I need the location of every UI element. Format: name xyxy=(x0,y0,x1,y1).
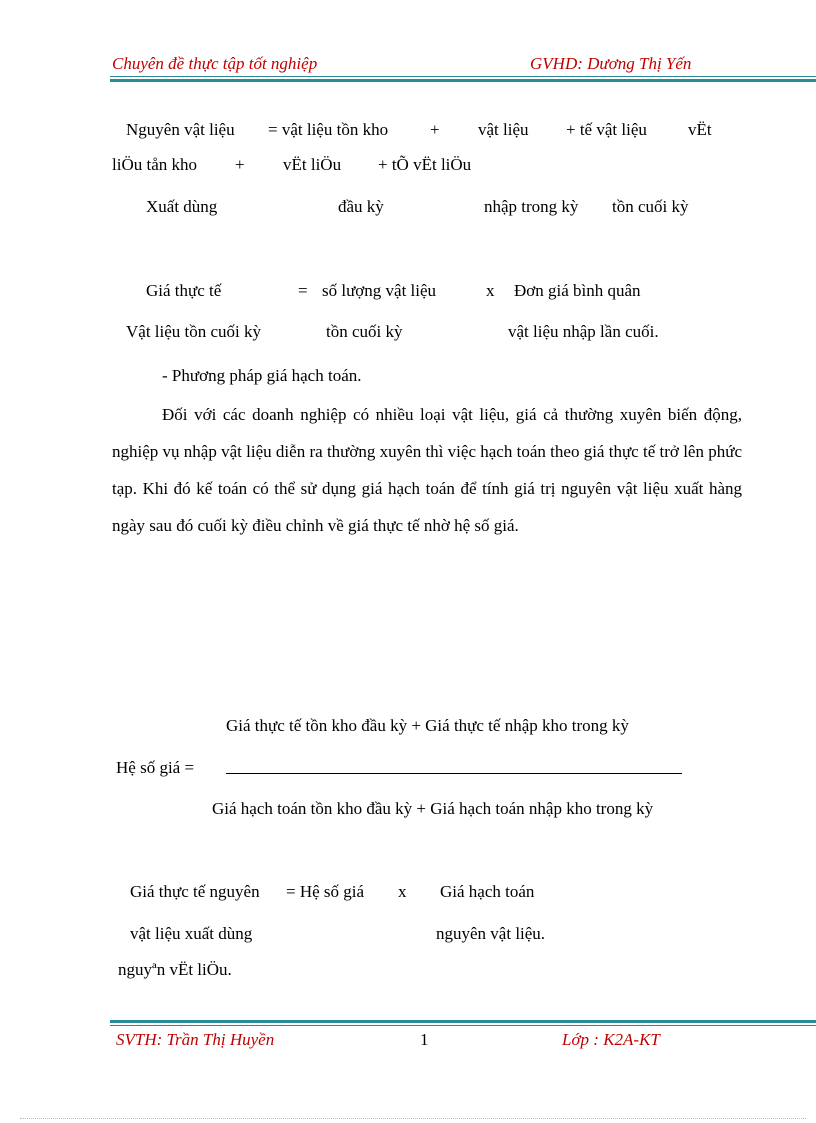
f2-l2-a: Vật liệu tồn cuối kỳ xyxy=(126,322,262,341)
footer-right: Lớp : K2A-KT xyxy=(562,1030,660,1049)
coef-denominator: Giá hạch toán tồn kho đầu kỳ + Giá hạch toán nhập kho trong kỳ xyxy=(212,799,654,818)
coef-numerator: Giá thực tế tồn kho đầu kỳ + Giá thực tế nhập kho trong kỳ xyxy=(226,716,629,735)
f1-l2-c: vËt liÖu xyxy=(283,155,342,174)
f1-l3-a: Xuất dùng xyxy=(146,197,218,216)
page-number: 1 xyxy=(420,1030,429,1049)
f1-l2-b: + xyxy=(235,155,245,174)
f3-l1-b: = Hệ số giá xyxy=(286,882,365,901)
f2-l2-b: tồn cuối kỳ xyxy=(326,322,403,341)
f3-l1-a: Giá thực tế nguyên xyxy=(130,882,260,901)
f1-l2-a: liÖu tån kho xyxy=(112,155,197,174)
f1-l1-d: vật liệu xyxy=(478,120,529,139)
f1-l1-c: + xyxy=(430,120,440,139)
f3-l3: nguyªn vËt liÖu. xyxy=(118,960,232,979)
footer-left: SVTH: Trần Thị Huyền xyxy=(116,1030,275,1049)
header-left: Chuyên đề thực tập tốt nghiệp xyxy=(112,54,318,73)
f2-l1-a: Giá thực tế xyxy=(146,281,222,300)
f2-l1-b: = xyxy=(298,281,308,300)
coef-label: Hệ số giá = xyxy=(116,758,195,777)
f1-l1-e: + tế vật liệu xyxy=(566,120,647,139)
f1-l3-b: đầu kỳ xyxy=(338,197,384,216)
header-rule-thick xyxy=(110,79,816,82)
method-heading: - Phương pháp giá hạch toán. xyxy=(162,366,362,385)
f1-l3-d: tồn cuối kỳ xyxy=(612,197,689,216)
header-right: GVHD: Dương Thị Yến xyxy=(530,54,692,73)
f1-l1-b: = vật liệu tồn kho xyxy=(268,120,389,139)
f2-l1-d: x xyxy=(486,281,495,300)
f1-l1-a: Nguyên vật liệu xyxy=(126,120,235,139)
f3-l2-b: nguyên vật liệu. xyxy=(436,924,546,943)
body-paragraph: Đối với các doanh nghiệp có nhiều loại vật liệu, giá cả thường xuyên biến động, nghiệp vụ nhập vật liệu diễn ra thường xuyên thì việc hạch toán theo giá thực tế trở lên phức tạp. Khi đó kế toán có thể sử dụng giá hạch toán để tính giá trị nguyên vật liệu xuất hàng ngày sau đó cuối kỳ điều chỉnh về giá thực tế nhờ hệ số giá. xyxy=(112,405,742,535)
header-rule-thin xyxy=(110,76,816,77)
f3-l2-a: vật liệu xuất dùng xyxy=(130,924,253,943)
f2-l1-c: số lượng vật liệu xyxy=(322,281,437,300)
f2-l2-c: vật liệu nhập lần cuối. xyxy=(508,322,659,341)
f3-l1-c: x xyxy=(398,882,407,901)
footer-rule-thick xyxy=(110,1020,816,1023)
f3-l1-d: Giá hạch toán xyxy=(440,882,535,901)
f1-l1-f: vËt xyxy=(688,120,712,139)
footer-rule-thin xyxy=(110,1025,816,1026)
f2-l1-e: Đơn giá bình quân xyxy=(514,281,641,300)
f1-l2-d: + tÕ vËt liÖu xyxy=(378,155,472,174)
f1-l3-c: nhập trong kỳ xyxy=(484,197,579,216)
fraction-bar xyxy=(226,773,682,774)
page-bottom-dotted-line xyxy=(20,1118,806,1119)
